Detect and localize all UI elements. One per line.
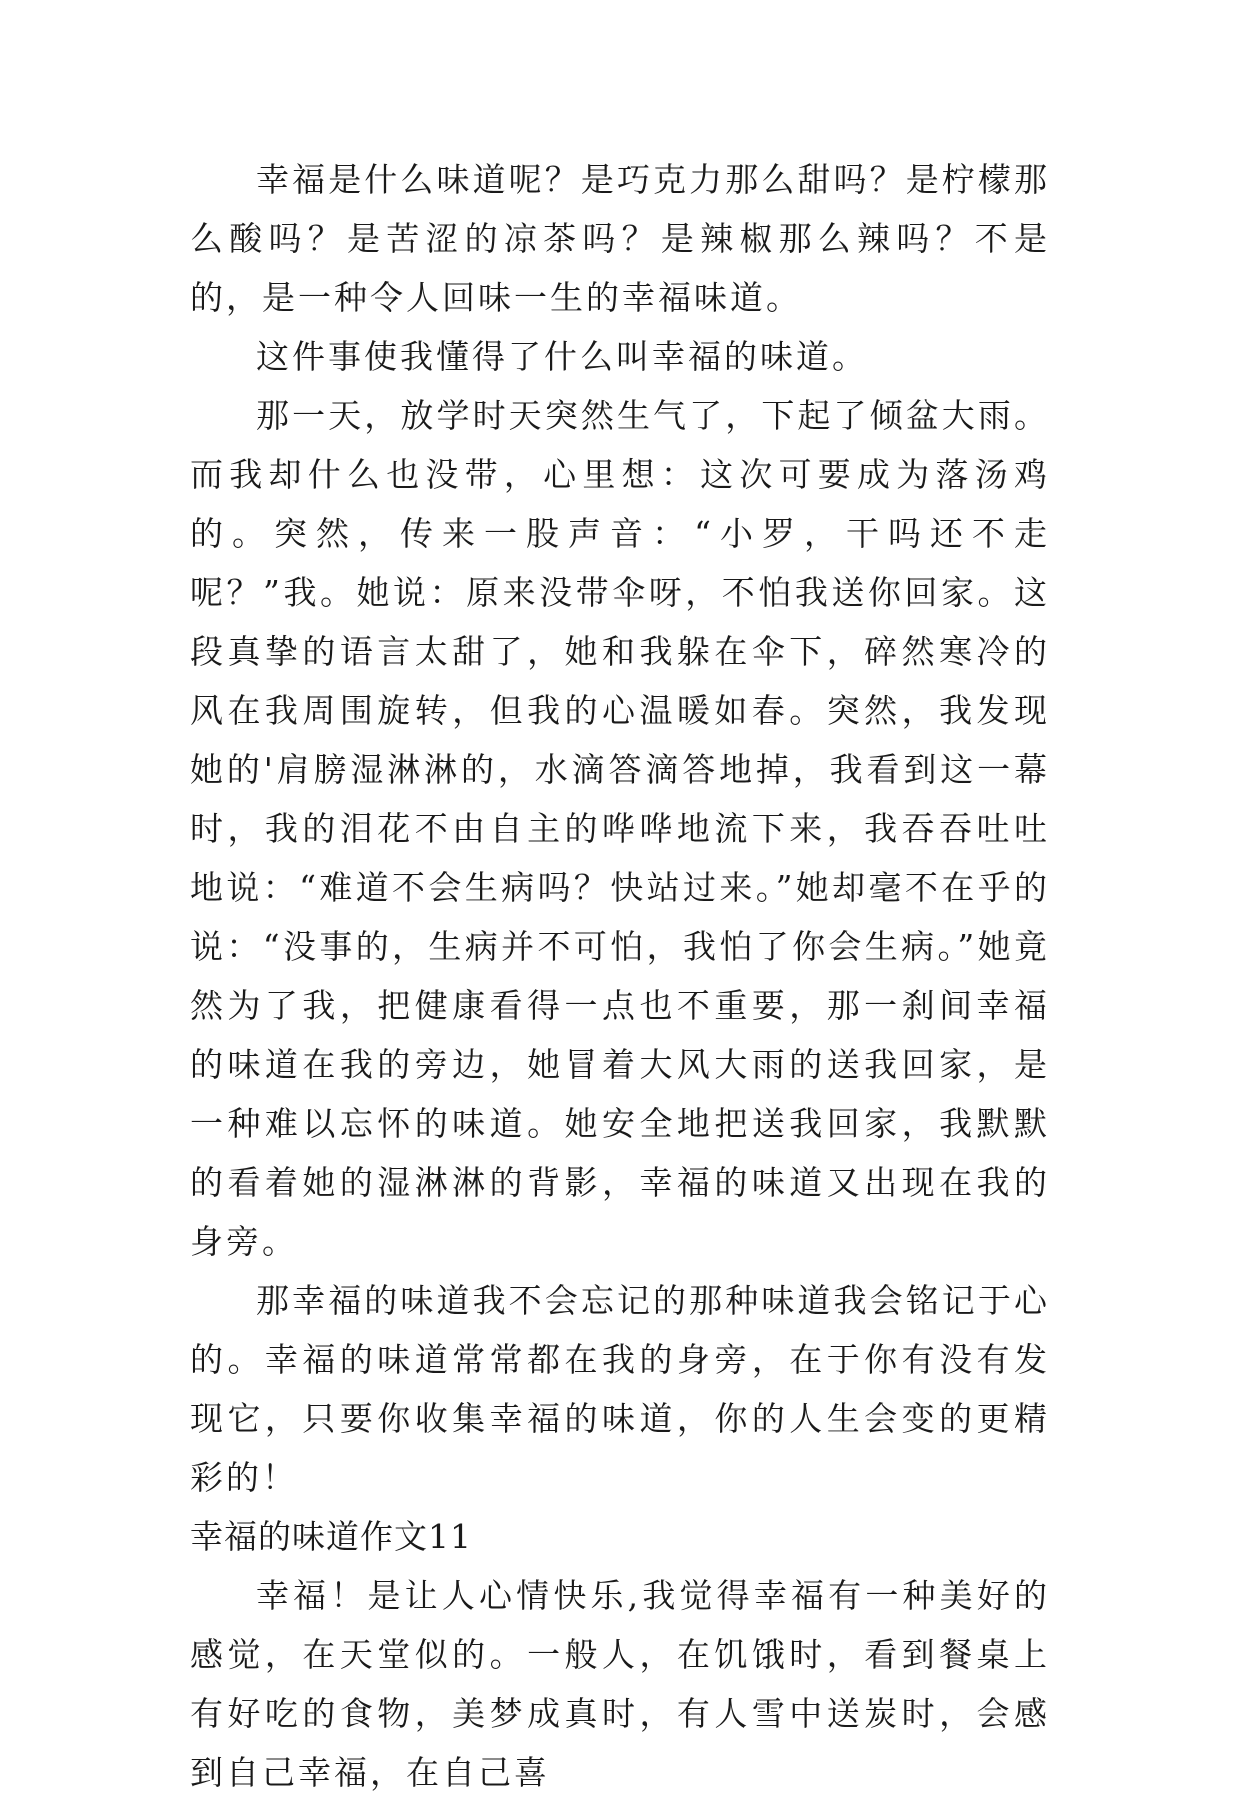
- document-body: [190, 150, 1050, 1802]
- paragraph-conclusion: 那幸福的味道我不会忘记的那种味道我会铭记于心的。幸福的味道常常都在我的身旁，在于你有没有发现它，只要你收集幸福的味道，你的人生会变的更精彩的！: [190, 1281, 1050, 1497]
- paragraph-lesson: 这件事使我懂得了什么叫幸福的味道。: [256, 337, 868, 376]
- paragraph-section-opening: 幸福！是让人心情快乐,我觉得幸福有一种美好的感觉，在天堂似的。一般人，在饥饿时，看到餐桌上有好吃的食物，美梦成真时，有人雪中送炭时，会感到自己幸福，在自己喜: [190, 1576, 1050, 1792]
- section-heading: 幸福的味道作文11: [190, 1517, 472, 1556]
- paragraph-intro: 幸福是什么味道呢？是巧克力那么甜吗？是柠檬那么酸吗？是苦涩的凉茶吗？是辣椒那么辣吗？不是的，是一种令人回味一生的幸福味道。: [190, 160, 1050, 317]
- paragraph-story: 那一天，放学时天突然生气了，下起了倾盆大雨。而我却什么也没带，心里想：这次可要成为落汤鸡的。突然，传来一股声音：“小罗，干吗还不走呢？”我。她说：原来没带伞呀，不怕我送你回家。这段真挚的语言太甜了，她和我躲在伞下，碎然寒冷的风在我周围旋转，但我的心温暖如春。突然，我发现她的'肩膀湿淋淋的，水滴答滴答地掉，我看到这一幕时，我的泪花不由自主的哗哗地流下来，我吞吞吐吐地说：“难道不会生病吗？快站过来。”她却毫不在乎的说：“没事的，生病并不可怕，我怕了你会生病。”她竟然为了我，把健康看得一点也不重要，那一刹间幸福的味道在我的旁边，她冒着大风大雨的送我回家，是一种难以忘怀的味道。她安全地把送我回家，我默默的看着她的湿淋淋的背影，幸福的味道又出现在我的身旁。: [190, 396, 1050, 1261]
